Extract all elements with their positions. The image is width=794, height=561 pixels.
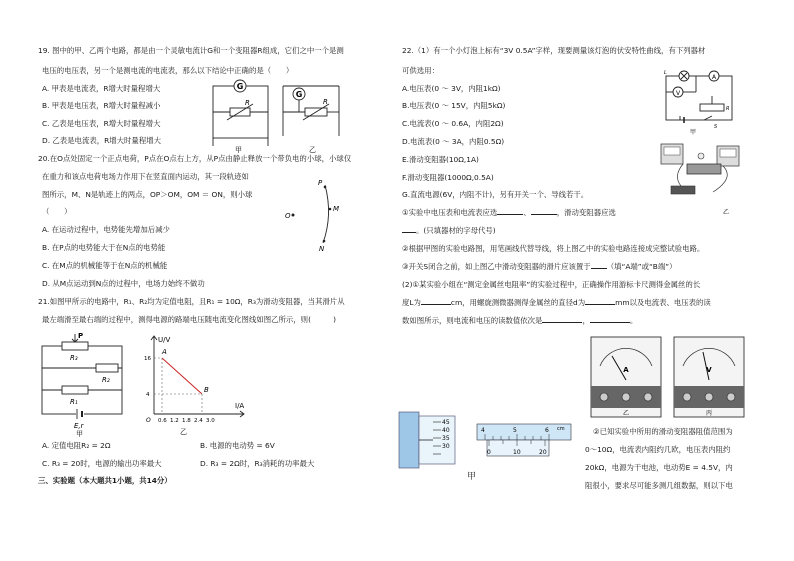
- q22-micrometer-figure: [397, 410, 457, 470]
- caliper-label: 甲: [467, 472, 477, 482]
- svg-text:P: P: [318, 179, 323, 187]
- q22-subq1: ①实验中电压表和电流表应选 、 ，滑动变阻器应选: [402, 208, 616, 217]
- q20-line-1: 20.在O点处固定一个正点电荷，P点在O点右上方，从P点由静止释放一个带负电的小球，小球仅: [38, 154, 352, 163]
- q22-item-c: C.电流表(0 ～ 0.6A，内阻2Ω): [402, 119, 504, 128]
- svg-text:10: 10: [513, 449, 521, 456]
- right-column: [397, 0, 794, 561]
- svg-text:乙: 乙: [723, 209, 730, 216]
- q21-option-c: C. R₃ = 20时，电源的输出功率最大: [42, 459, 162, 468]
- svg-text:G: G: [236, 82, 244, 91]
- q20-line-3: 图所示，M、N是轨迹上的两点，OP＞OM，OM ＝ ON，则小球: [42, 190, 253, 199]
- q22-part2-line3: 数如图所示，则电流和电压的读数值依次是 ， 。: [402, 316, 638, 325]
- q22-rheostat-line1: ②已知实验中所用的滑动变阻器阻值范围为: [593, 427, 733, 436]
- svg-text:乙: 乙: [309, 146, 316, 154]
- q22-subq3: ③开关S闭合之前，如上图乙中滑动变阻器的滑片应该置于 （填“A端”或“B端”）: [402, 262, 677, 271]
- svg-text:4: 4: [146, 392, 150, 398]
- q20-option-b: B. 在P点的电势能大于在N点的电势能: [42, 243, 166, 252]
- q20-option-c: C. 在M点的机械能等于在N点的机械能: [42, 261, 168, 270]
- q21-circuit-figure: [32, 332, 132, 438]
- q21-line-1: 21.如图甲所示的电路中，R₁、R₂均为定值电阻，且R₁ = 10Ω，R₃为滑动变阻器，当其滑片从: [38, 297, 345, 306]
- q22-rheostat-line4: 阻很小，要求尽可能多测几组数据，则以下电: [585, 481, 733, 490]
- svg-text:B: B: [204, 386, 209, 394]
- svg-text:16: 16: [144, 356, 151, 362]
- q22-caliper-figure: [475, 420, 575, 480]
- battery-icon: [671, 186, 695, 194]
- q22-rheostat-line2: 0～10Ω，电流表内阻约几欧，电压表内阻约: [585, 445, 731, 454]
- q20-option-a: A. 在运动过程中，电势能先增加后减少: [42, 225, 170, 234]
- q19-line-1: 19. 图中的甲、乙两个电路，都是由一个灵敏电流计G和一个变阻器R组成，它们之中一个是测: [38, 46, 344, 55]
- svg-text:L: L: [664, 70, 667, 76]
- q22-item-b: B.电压表(0 ～ 15V，内阻5kΩ): [402, 101, 506, 110]
- q22-item-a: A.电压表(0 ～ 3V，内阻1kΩ): [402, 84, 501, 93]
- svg-text:R₃: R₃: [70, 354, 78, 362]
- svg-text:30: 30: [442, 443, 450, 450]
- svg-text:I/A: I/A: [235, 402, 245, 410]
- svg-text:A: A: [711, 74, 717, 81]
- q22-part2-line1: (2)①某实验小组在“测定金属丝电阻率”的实验过程中，正确操作用游标卡尺测得金属丝的长: [402, 280, 701, 289]
- point-charge-icon: [292, 214, 295, 217]
- svg-text:R: R: [726, 106, 730, 112]
- q22-subq1-cont: 。(只填器材的字母代号): [402, 226, 496, 236]
- svg-text:甲: 甲: [235, 146, 242, 154]
- q22-apparatus-figure: [653, 136, 753, 216]
- svg-text:R: R: [245, 99, 250, 107]
- svg-text:S: S: [714, 124, 718, 130]
- svg-text:P: P: [78, 332, 84, 340]
- svg-text:6: 6: [545, 427, 549, 434]
- svg-text:1.2: 1.2: [170, 418, 179, 424]
- q22-circuit-diagram: [660, 66, 750, 136]
- q22-subq2: ②根据甲图的实验电路图，用笔画线代替导线，将上图乙中的实验电路连接成完整试验电路。: [402, 244, 705, 253]
- svg-text:40: 40: [442, 427, 450, 434]
- q19-figure: [205, 78, 355, 158]
- q21-option-b: B. 电源的电动势 = 6V: [200, 441, 275, 450]
- q22-item-e: E.滑动变阻器(10Ω,1A): [402, 155, 479, 164]
- svg-text:4: 4: [481, 427, 485, 434]
- svg-text:E,r: E,r: [74, 422, 84, 430]
- svg-text:乙: 乙: [180, 428, 187, 436]
- svg-text:N: N: [319, 245, 325, 253]
- q22-item-f: F.滑动变阻器(1000Ω,0.5A): [402, 173, 494, 182]
- svg-text:R₁: R₁: [70, 398, 78, 406]
- q19-option-c: C. 乙表是电压表，R增大时量程增大: [42, 119, 161, 128]
- svg-text:V: V: [706, 366, 712, 374]
- svg-text:R: R: [323, 98, 328, 106]
- svg-text:1.8: 1.8: [182, 418, 191, 424]
- svg-text:35: 35: [442, 435, 450, 442]
- q21-ui-graph: [140, 332, 250, 437]
- svg-text:M: M: [333, 205, 340, 213]
- rheostat-icon: [687, 164, 721, 174]
- svg-text:2.4: 2.4: [194, 418, 203, 424]
- q20-line-4: （ ）: [42, 207, 72, 216]
- svg-text:O: O: [146, 417, 151, 424]
- svg-text:cm: cm: [557, 426, 565, 432]
- svg-text:45: 45: [442, 419, 450, 426]
- q19-line-2: 电压的电压表，另一个是测电流的电流表，那么以下结论中正确的是（ ）: [42, 66, 294, 75]
- q22-ammeter-figure: [590, 336, 662, 418]
- svg-text:0: 0: [487, 449, 491, 456]
- svg-text:5: 5: [513, 427, 517, 434]
- q22-item-g: G.直流电源(6V，内阻不计)，另有开关一个、导线若干。: [402, 190, 589, 199]
- q22-line-2: 可供选用：: [402, 66, 439, 75]
- svg-text:A: A: [162, 348, 167, 356]
- svg-text:U/V: U/V: [158, 336, 171, 344]
- q20-option-d: D. 从M点运动到N点的过程中，电场力始终不做功: [42, 279, 205, 288]
- q22-part2-line2: 度L为 cm，用螺旋测微器测得金属丝的直径d为 mm以及电流表、电压表的读: [402, 298, 711, 307]
- bulb-icon: [698, 153, 704, 159]
- q22-item-d: D.电流表(0 ～ 3A，内阻0.5Ω): [402, 137, 505, 146]
- svg-text:V: V: [675, 90, 681, 97]
- q22-rheostat-line3: 20kΩ，电源为干电池，电动势E = 4.5V，内: [585, 463, 733, 472]
- svg-text:G: G: [295, 90, 303, 99]
- svg-text:0.6: 0.6: [158, 418, 167, 424]
- q21-option-a: A. 定值电阻R₂ = 2Ω: [42, 441, 111, 450]
- svg-text:O: O: [285, 212, 291, 220]
- svg-text:A: A: [623, 366, 629, 374]
- q21-option-d: D. R₃ = 2Ω时，R₃消耗的功率最大: [200, 459, 315, 468]
- svg-text:甲: 甲: [76, 430, 83, 438]
- svg-text:乙: 乙: [622, 410, 630, 417]
- svg-text:甲: 甲: [690, 129, 697, 136]
- q22-voltmeter-figure: [673, 336, 745, 418]
- q21-line-2: 最左端滑至最右端的过程中，测得电源的路端电压随电流变化图线如图乙所示，则( ): [42, 315, 337, 324]
- svg-text:3.0: 3.0: [206, 418, 215, 424]
- q19-option-a: A. 甲表是电流表，R增大时量程增大: [42, 84, 161, 93]
- q20-trajectory-figure: [285, 175, 345, 255]
- q19-option-b: B. 甲表是电压表，R增大时量程减小: [42, 101, 161, 110]
- q19-option-d: D. 乙表是电流表，R增大时量程增大: [42, 136, 161, 145]
- section-heading: 三、实验题（本大题共1小题，共14分）: [38, 476, 172, 485]
- svg-text:丙: 丙: [705, 410, 713, 417]
- q20-line-2: 在重力和该点电荷电场力作用下在竖直面内运动，其一段轨迹如: [42, 172, 249, 181]
- svg-text:R₂: R₂: [102, 376, 110, 384]
- svg-text:20: 20: [539, 449, 547, 456]
- q22-line-1: 22.（1）有一个小灯泡上标有“3V 0.5A”字样，现要测量该灯泡的伏安特性曲线，有下列器材: [402, 46, 706, 55]
